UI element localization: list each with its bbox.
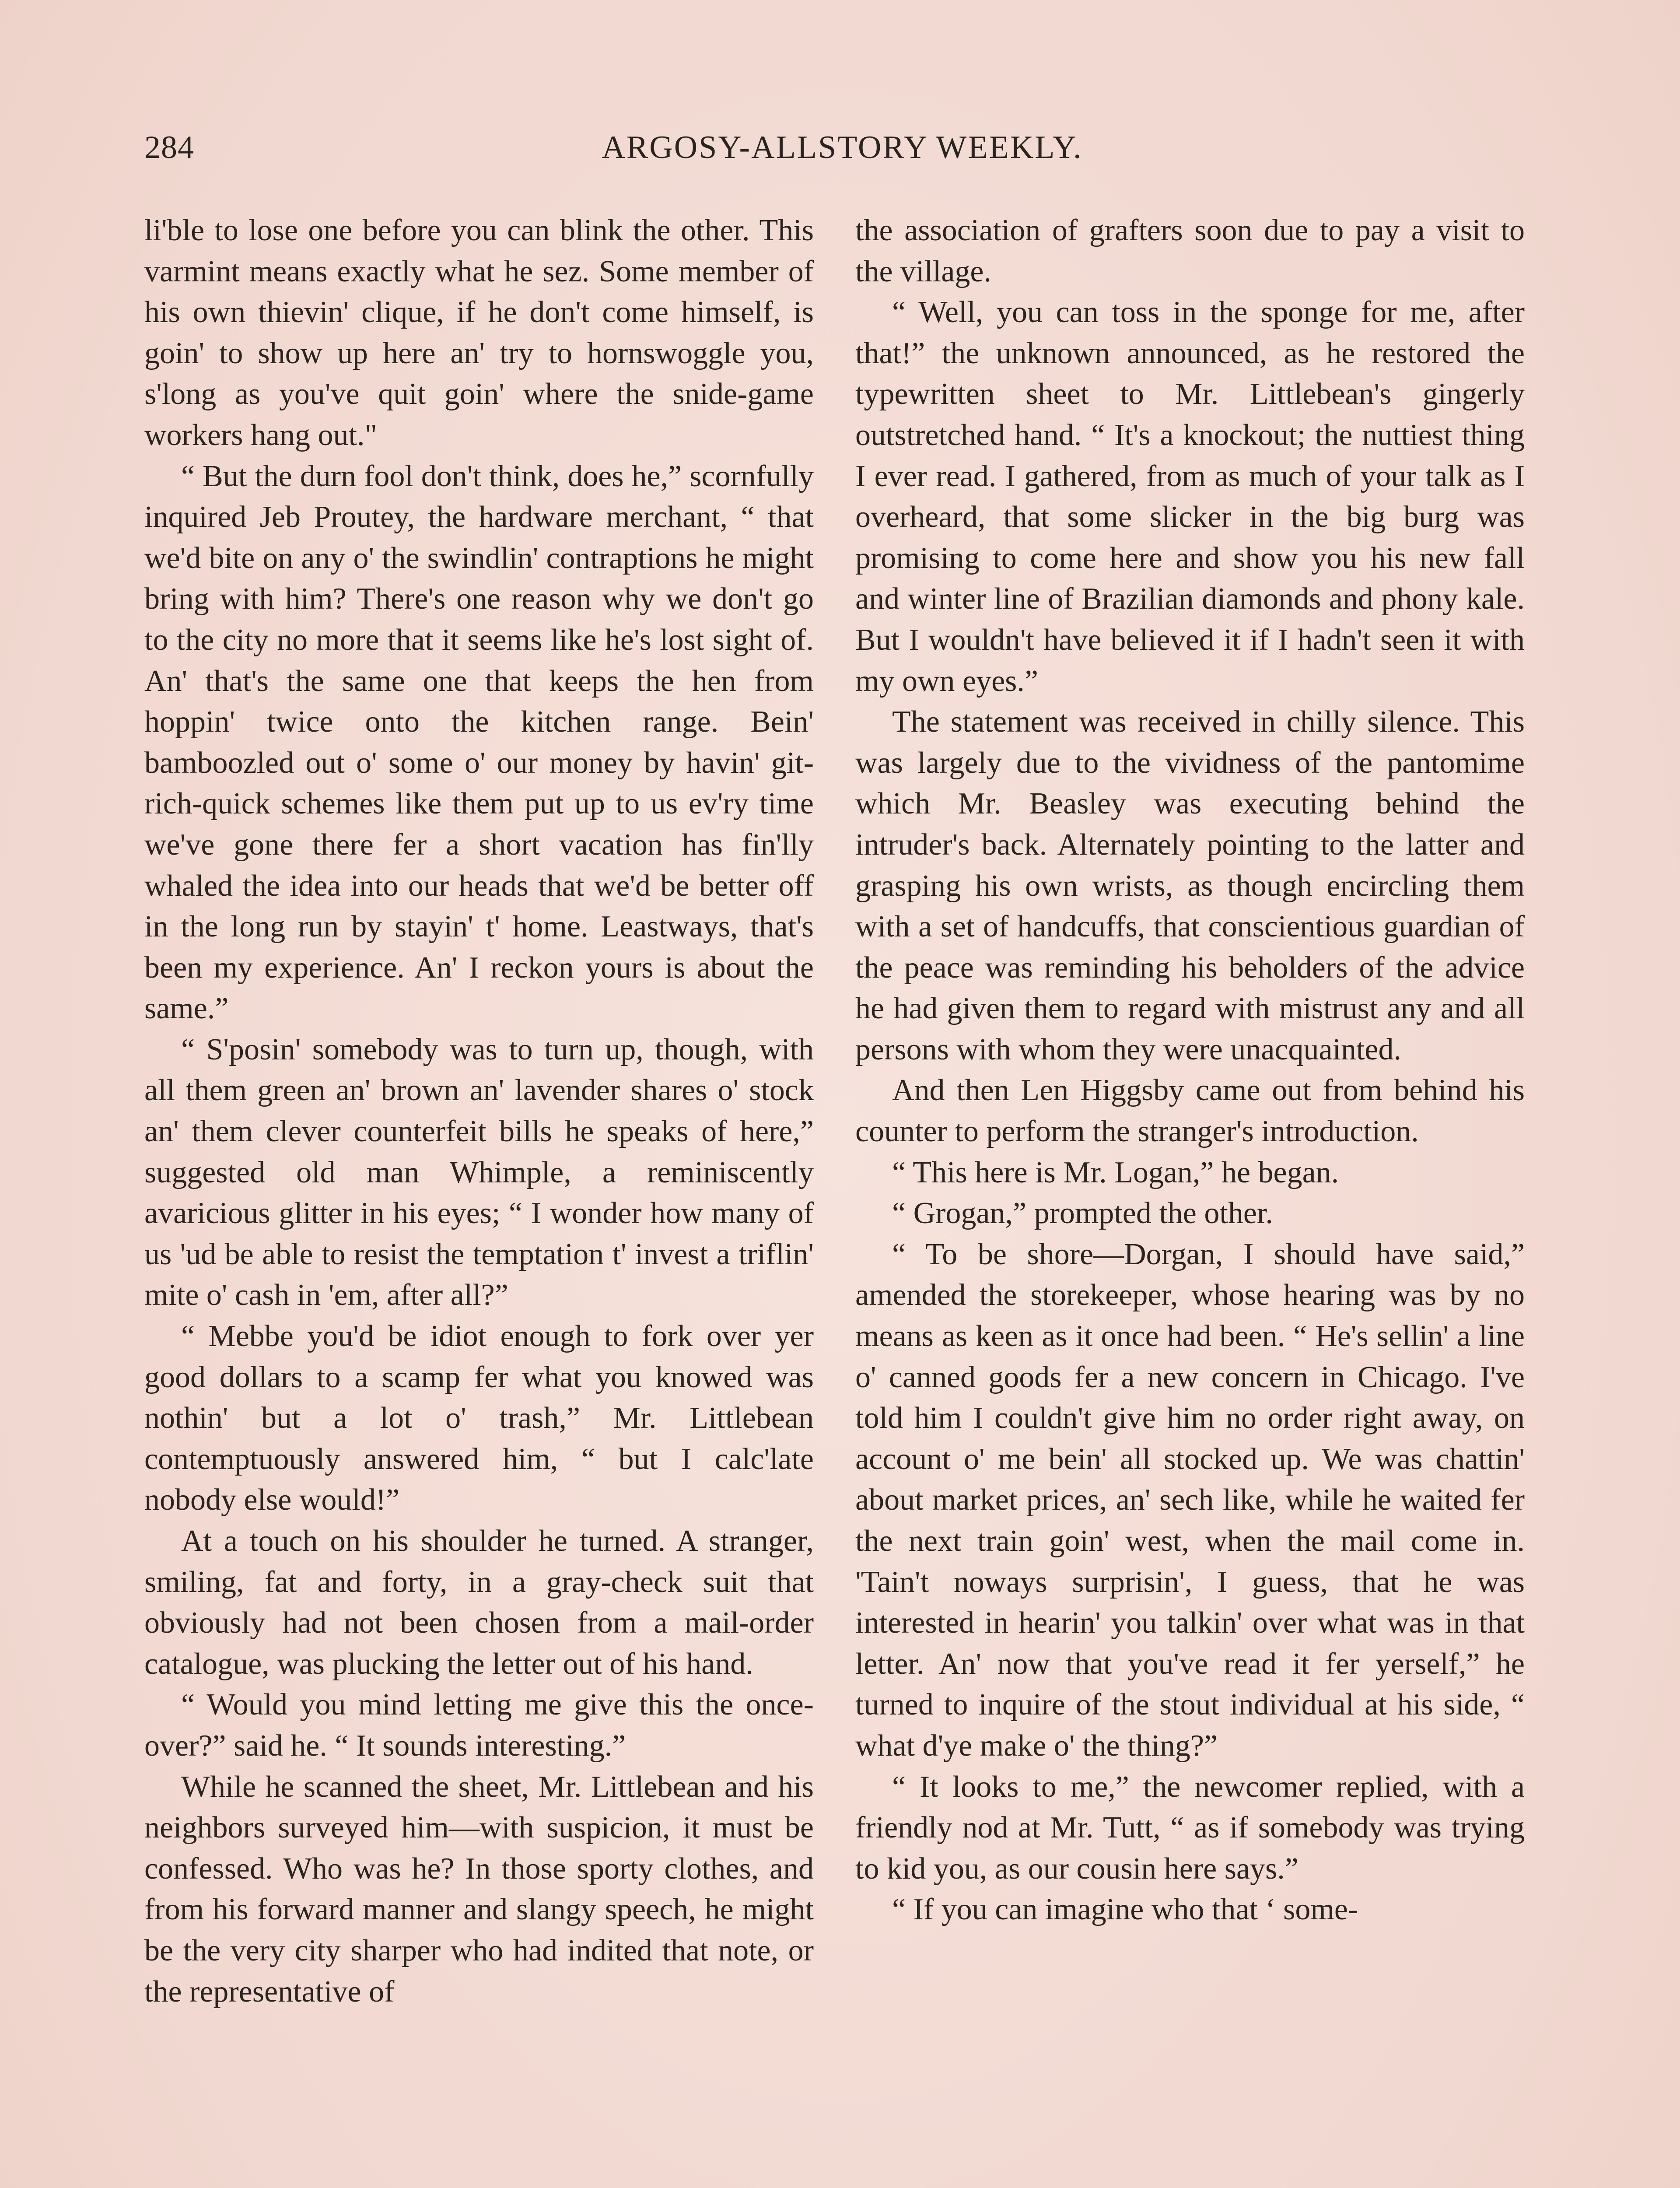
paragraph: “ This here is Mr. Logan,” he began.	[892, 1155, 1339, 1189]
left-column	[144, 210, 814, 2012]
paragraph: “ If you can imagine who that ‘ some-	[892, 1893, 1358, 1927]
running-head: ARGOSY-ALLSTORY WEEKLY.	[602, 130, 1083, 165]
paragraph: “ Would you mind letting me give this the once-over?” said he. “ It sounds interesting.”	[144, 1688, 814, 1763]
page-header	[144, 129, 1540, 177]
paragraph: “ To be shore—Dorgan, I should have said,” amended the storekeeper, whose hearing was by no means as keen as it once had been. “ He's sellin' a line o' canned goods fer a new concern in Chicago. I've told him I couldn't give him no order right away, on account o' me bein' all stocked up. We was chattin' about market prices, an' sech like, while he waited fer the next train goin' west, when the mail come in. 'Tain't noways surprisin', I guess, that he was interested in hearin' you talkin' over what was in that letter. An' now that you've read it fer yerself,” he turned to inquire of the stout individual at his side, “ what d'ye make o' the thing?”	[855, 1237, 1525, 1763]
paragraph: While he scanned the sheet, Mr. Littlebean and his neighbors surveyed him—with suspicion, it must be confessed. Who was he? In those sporty clothes, and from his forward manner and slangy speech, he might be the very city sharper who had indited that note, or the representative of	[144, 1770, 814, 2009]
paragraph: The statement was received in chilly silence. This was largely due to the vividness of the pantomime which Mr. Beasley was executing behind the intruder's back. Alternately pointing to the latter and grasping his own wrists, as though encircling them with a set of handcuffs, that conscientious guardian of the peace was reminding his beholders of the advice he had given them to regard with mistrust any and all persons with whom they were unacquainted.	[855, 705, 1525, 1066]
paragraph: “ It looks to me,” the newcomer replied, with a friendly nod at Mr. Tutt, “ as if somebody was trying to kid you, as our cousin here says.”	[855, 1770, 1525, 1886]
paragraph: the association of grafters soon due to pay a visit to the village.	[855, 214, 1525, 288]
paragraph: At a touch on his shoulder he turned. A stranger, smiling, fat and forty, in a gray-check suit that obviously had not been chosen from a mail-order catalogue, was plucking the letter out of his hand.	[144, 1524, 814, 1681]
paragraph: And then Len Higgsby came out from behind his counter to perform the stranger's introduction.	[855, 1073, 1525, 1149]
paragraph: “ Grogan,” prompted the other.	[892, 1196, 1273, 1231]
page-number: 284	[144, 130, 194, 165]
paragraph: “ Mebbe you'd be idiot enough to fork over yer good dollars to a scamp fer what you knowed was nothin' but a lot o' trash,” Mr. Littlebean contemptuously answered him, “ but I calc'late nobody else would!”	[144, 1319, 814, 1517]
paragraph: “ But the durn fool don't think, does he,” scornfully inquired Jeb Proutey, the hardware merchant, “ that we'd bite on any o' the swindlin' contraptions he might bring with him? There's one reason why we don't go to the city no more that it seems like he's lost sight of. An' that's the same one that keeps the hen from hoppin' twice onto the kitchen range. Bein' bamboozled out o' some o' our money by havin' git-rich-quick schemes like them put up to us ev'ry time we've gone there fer a short vacation has fin'lly whaled the idea into our heads that we'd be better off in the long run by stayin' t' home. Leastways, that's been my experience. An' I reckon yours is about the same.”	[144, 459, 814, 1026]
right-column	[855, 210, 1525, 1930]
paragraph: “ S'posin' somebody was to turn up, though, with all them green an' brown an' lavender shares o' stock an' them clever counterfeit bills he speaks of here,” suggested old man Whimple, a reminiscently avaricious glitter in his eyes; “ I wonder how many of us 'ud be able to resist the temptation t' invest a triflin' mite o' cash in 'em, after all?”	[144, 1032, 814, 1312]
paragraph: “ Well, you can toss in the sponge for me, after that!” the unknown announced, as he restored the typewritten sheet to Mr. Littlebean's gingerly outstretched hand. “ It's a knockout; the nuttiest thing I ever read. I gathered, from as much of your talk as I overheard, that some slicker in the big burg was promising to come here and show you his new fall and winter line of Brazilian diamonds and phony kale. But I wouldn't have believed it if I hadn't seen it with my own eyes.”	[855, 295, 1525, 698]
paragraph: li'ble to lose one before you can blink the other. This varmint means exactly what he sez. Some member of his own thievin' clique, if he don't come himself, is goin' to show up here an' try to hornswoggle you, s'long as you've quit goin' where the snide-game workers hang out."	[144, 214, 814, 452]
